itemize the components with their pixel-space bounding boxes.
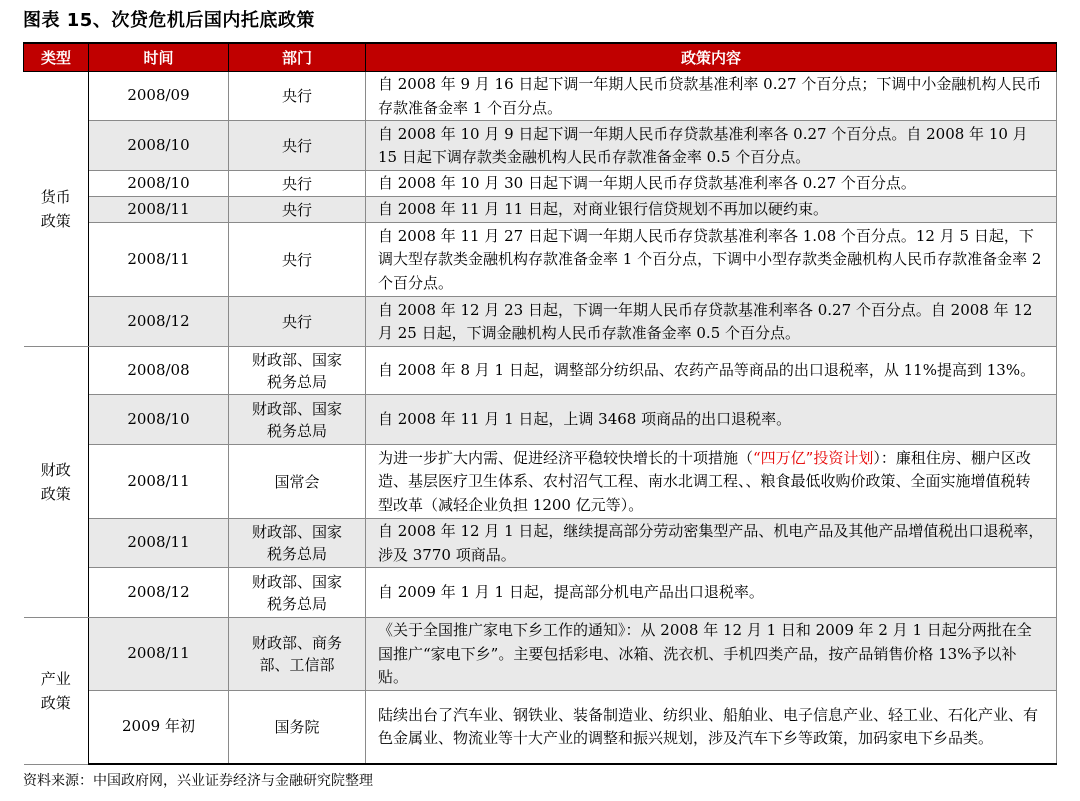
row-content: 陆续出台了汽车业、钢铁业、装备制造业、纺织业、船舶业、电子信息产业、轻工业、石化产业、有色金属业、物流业等十大产业的调整和振兴规划，涉及汽车下乡等政策，加码家电下乡品类。 [366, 690, 1057, 764]
row-time: 2008/09 [89, 72, 229, 121]
table-row [24, 568, 1057, 618]
header-dept: 部门 [229, 43, 366, 72]
row-dept: 财政部、国家税务总局 [229, 519, 366, 568]
table-row [24, 690, 1057, 764]
row-content: 自 2008 年 9 月 16 日起下调一年期人民币贷款基准利率 0.27 个百分点；下调中小金融机构人民币存款准备金率 1 个百分点。 [366, 72, 1057, 121]
row-dept: 央行 [229, 171, 366, 197]
row-content: 自 2008 年 12 月 1 日起，继续提高部分劳动密集型产品、机电产品及其他产品增值税出口退税率，涉及 3770 项商品。 [366, 519, 1057, 568]
table-row [24, 297, 1057, 347]
table-row [24, 171, 1057, 197]
content-text: ）：廉租住房、棚户区改造、基层医疗卫生体系、农村沼气工程、南水北调工程、、粮食最低收购价政策、全面实施增值税转型改革（减轻企业负担 1200 亿元等）。 [378, 448, 1031, 514]
group-fiscal: 财政政策 [24, 347, 89, 618]
four-trillion-highlight: “四万亿”投资计划 [753, 448, 874, 467]
row-time: 2008/12 [89, 568, 229, 618]
row-time: 2008/10 [89, 171, 229, 197]
row-content: 自 2008 年 11 月 11 日起，对商业银行信贷规划不再加以硬约束。 [366, 197, 1057, 223]
row-time: 2008/11 [89, 445, 229, 519]
row-dept: 央行 [229, 121, 366, 171]
content-text: 为进一步扩大内需、促进经济平稳较快增长的十项措施（ [378, 448, 754, 467]
row-time: 2008/12 [89, 297, 229, 347]
row-time: 2008/11 [89, 223, 229, 297]
table-row [24, 519, 1057, 568]
row-dept: 央行 [229, 223, 366, 297]
source-note: 资料来源：中国政府网，兴业证券经济与金融研究院整理 [23, 773, 373, 789]
table-row [24, 395, 1057, 445]
row-time: 2008/10 [89, 121, 229, 171]
group-monetary: 货币政策 [24, 72, 89, 347]
header-type: 类型 [24, 43, 89, 72]
policy-table [23, 42, 1057, 765]
row-dept: 财政部、商务部、工信部 [229, 618, 366, 691]
row-content: 自 2008 年 10 月 30 日起下调一年期人民币存贷款基准利率各 0.27 个百分点。 [366, 171, 1057, 197]
row-dept: 财政部、国家税务总局 [229, 395, 366, 445]
table-row [24, 72, 1057, 121]
row-time: 2008/11 [89, 519, 229, 568]
policy-table-container [23, 42, 1056, 765]
figure-title: 图表 15、次贷危机后国内托底政策 [23, 10, 315, 31]
table-row [24, 347, 1057, 395]
row-dept: 央行 [229, 72, 366, 121]
group-industry: 产业政策 [24, 618, 89, 765]
row-dept: 央行 [229, 197, 366, 223]
table-row [24, 197, 1057, 223]
table-row [24, 121, 1057, 171]
row-dept: 财政部、国家税务总局 [229, 347, 366, 395]
row-time: 2008/11 [89, 197, 229, 223]
row-time: 2009 年初 [89, 690, 229, 764]
row-dept: 央行 [229, 297, 366, 347]
row-content: 自 2008 年 8 月 1 日起，调整部分纺织品、农药产品等商品的出口退税率，从 11%提高到 13%。 [366, 347, 1057, 395]
row-time: 2008/10 [89, 395, 229, 445]
table-header-row [24, 43, 1057, 72]
header-content: 政策内容 [366, 43, 1057, 72]
table-row [24, 223, 1057, 297]
row-content: 《关于全国推广家电下乡工作的通知》：从 2008 年 12 月 1 日和 2009 年 2 月 1 日起分两批在全国推广“家电下乡”。主要包括彩电、冰箱、洗衣机、手机四类产品，按产品销售价格 13%予以补贴。 [366, 618, 1057, 691]
row-dept: 财政部、国家税务总局 [229, 568, 366, 618]
row-time: 2008/08 [89, 347, 229, 395]
table-row [24, 445, 1057, 519]
header-time: 时间 [89, 43, 229, 72]
row-content: 自 2008 年 11 月 27 日起下调一年期人民币存贷款基准利率各 1.08 个百分点。12 月 5 日起，下调大型存款类金融机构存款准备金率 1 个百分点，下调中小型存款类金融机构人民币存款准备金率 2 个百分点。 [366, 223, 1057, 297]
table-row [24, 618, 1057, 691]
row-content: 自 2008 年 10 月 9 日起下调一年期人民币存贷款基准利率各 0.27 个百分点。自 2008 年 10 月 15 日起下调存款类金融机构人民币存款准备金率 0.5 个百分点。 [366, 121, 1057, 171]
row-dept: 国常会 [229, 445, 366, 519]
row-time: 2008/11 [89, 618, 229, 691]
row-content: 自 2008 年 12 月 23 日起，下调一年期人民币存贷款基准利率各 0.27 个百分点。自 2008 年 12 月 25 日起，下调金融机构人民币存款准备金率 0.5 个百分点。 [366, 297, 1057, 347]
row-content: 自 2009 年 1 月 1 日起，提高部分机电产品出口退税率。 [366, 568, 1057, 618]
row-content [366, 445, 1057, 519]
row-content: 自 2008 年 11 月 1 日起，上调 3468 项商品的出口退税率。 [366, 395, 1057, 445]
row-dept: 国务院 [229, 690, 366, 764]
